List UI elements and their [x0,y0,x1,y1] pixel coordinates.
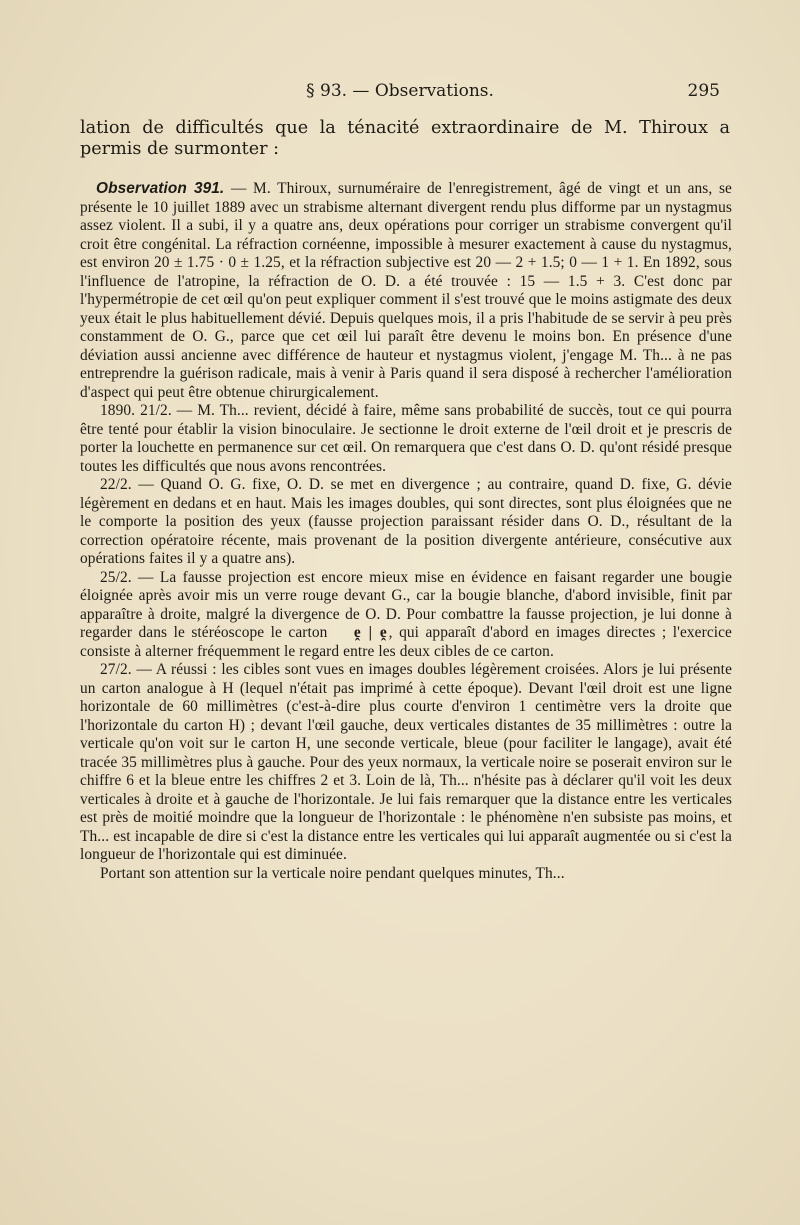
observation-section [80,180,732,883]
observation-paragraph: 22/2. — Quand O. G. fixe, O. D. se met en divergence ; au contraire, quand D. fixe, G. dévie légèrement en dedans et en haut. Mais les images doubles, qui sont directes, sont plus éloignées que ne le comporte la position des yeux (fausse projection paraissant résider dans O. D., résultant de la correction opératoire récente, mais provenant de la position divergente antérieure, consécutive aux opérations faites il y a quatre ans). [80,476,732,567]
observation-paragraph [80,569,732,662]
carton-symbol: ḙ | ḙ [353,624,389,641]
page-number: 295 [687,81,720,101]
observation-paragraph-text: — M. Thiroux, surnuméraire de l'enregistrement, âgé de vingt et un ans, se présente le 10 juillet 1889 avec un strabisme alternant divergent rendu plus difforme par un nystagmus assez violent. Il a subi, il y a quatre ans, deux opérations pour corriger un strabisme convergent qu'il croit être congénital. La réfraction cornéenne, impossible à mesurer exactement à cause du nystagmus, est environ 20 ± 1.75 · 0 ± 1.25, et la réfraction subjective est 20 — 2 + 1.5; 0 — 1 + 1. En 1892, sous l'influence de l'atropine, la réfraction de O. D. a été trouvée : 15 — 1.5 + 3. C'est donc par l'hypermétropie de cet œil qu'on peut expliquer comment il s'est trouvé que le moins astigmate des deux yeux était le plus habituellement dévié. Depuis quelques mois, il a pris l'habitude de se servir à peu près constamment de O. G., parce que cet œil lui paraît être devenu le moins bon. En présence d'une déviation aussi ancienne avec différence de hauteur et nystagmus violent, j'engage M. Th... à ne pas entreprendre la guérison radicale, mais à venir à Paris quand il sera disposé à rechercher l'amélioration d'aspect qui peut être obtenue chirurgicalement. [80,180,732,401]
page-header [80,80,720,102]
intro-text: lation de difficultés que la ténacité extraordinaire de M. Thiroux a permis de surmonter : [80,118,730,159]
observation-paragraph: 27/2. — A réussi : les cibles sont vues en images doubles légèrement croisées. Alors je lui présente un carton analogue à H (lequel n'était pas imprimé à cette époque). Devant l'œil droit est une ligne horizontale de 60 millimètres (c'est-à-dire plus courte d'environ 1 centimètre vers la droite que l'horizontale du carton H) ; devant l'œil gauche, deux verticales distantes de 35 millimètres : outre la verticale qu'on voit sur le carton H, une seconde verticale, bleue (pour faciliter le langage), avait été tracée 35 millimètres plus à gauche. Pour des yeux normaux, la verticale noire se poserait environ sur le chiffre 6 et la bleue entre les chiffres 2 et 3. Loin de là, Th... n'hésite pas à déclarer qu'il voit les deux verticales à droite et à gauche de l'horizontale. Je lui fais remarquer que la distance entre les verticales est près de moitié moindre que la longueur de l'horizontale : le phénomène n'en subsiste pas moins, et Th... est incapable de dire si c'est la distance entre les verticales qui lui apparaît augmentée ou si c'est la longueur de l'horizontale qui est diminuée. [80,661,732,863]
observation-paragraph-text: , qui apparaît d'abord en images directes ; l'exercice consiste à alterner fréquemment le regard entre les deux cibles de ce carton. [80,624,732,660]
observation-paragraph: 1890. 21/2. — M. Th... revient, décidé à faire, même sans probabilité de succès, tout ce qui pourra être tenté pour établir la vision binoculaire. Je sectionne le droit externe de l'œil droit et je prescris de porter la louchette en permanence sur cet œil. On remarquera que c'est dans O. D. qu'ont résidé presque toutes les difficultés que nous avons rencontrées. [80,402,732,475]
observation-paragraph [80,180,732,402]
observation-title: Observation 391. [96,180,225,197]
observation-paragraph-text: 25/2. — La fausse projection est encore mieux mise en évidence en faisant regarder une bougie éloignée après avoir mis un verre rouge devant G., car la bougie blanche, d'abord invisible, finit par apparaître à droite, malgré la divergence de O. D. Pour combattre la fausse projection, je lui donne à regarder dans le stéréoscope le carton [80,568,732,641]
running-head: § 93. — Observations. [306,81,494,101]
observation-paragraph: Portant son attention sur la verticale noire pendant quelques minutes, Th... [100,864,565,882]
